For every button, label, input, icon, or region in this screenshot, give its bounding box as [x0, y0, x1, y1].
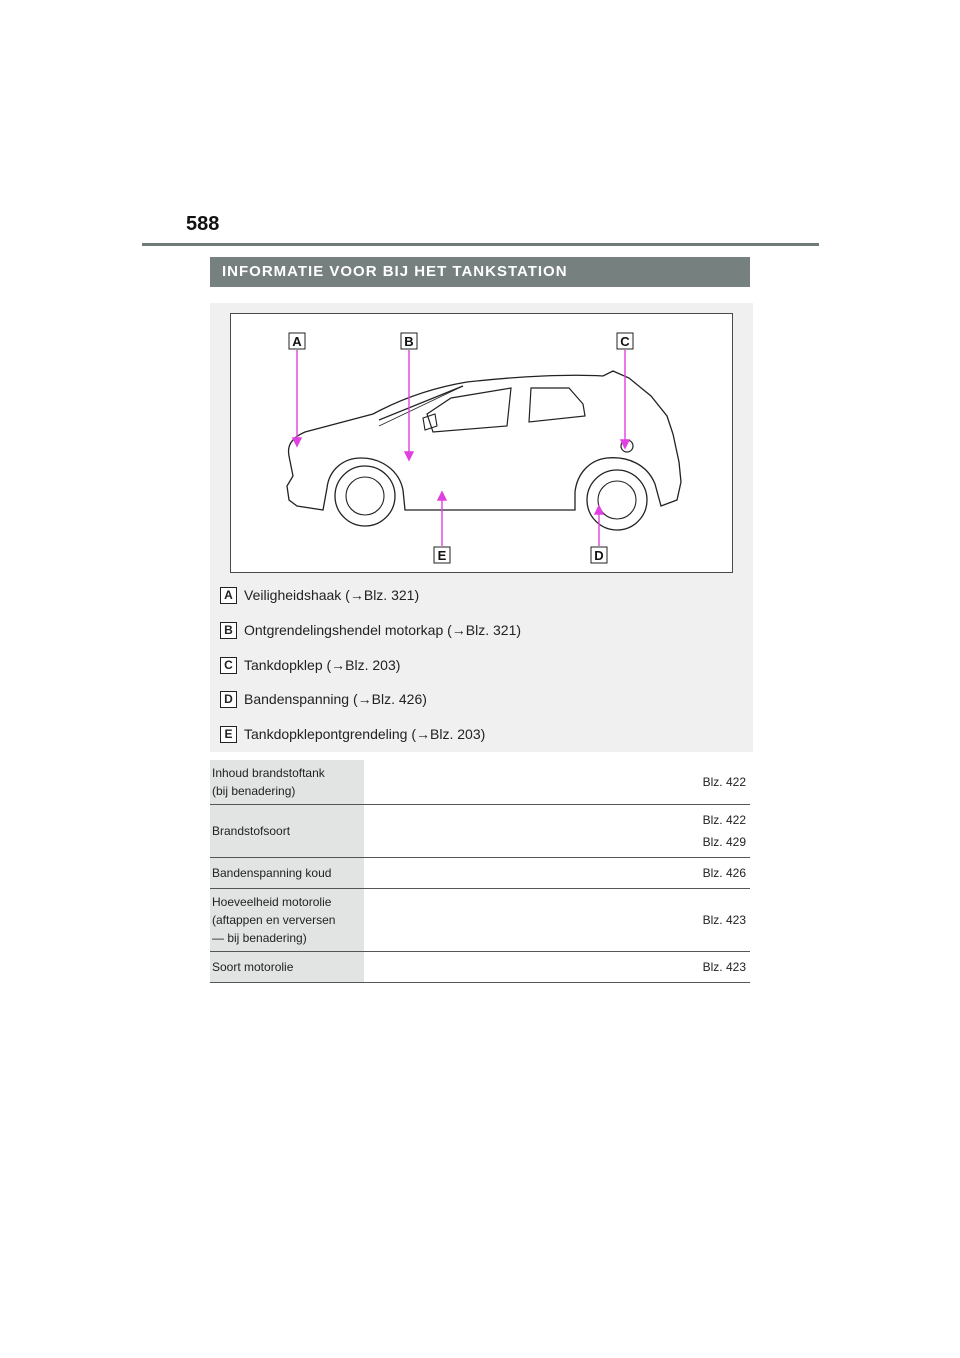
arrow-icon: → — [451, 622, 466, 638]
arrow-icon: → — [331, 657, 346, 673]
page-number: 588 — [186, 213, 220, 235]
windshield-line — [379, 386, 463, 420]
legend-ref-b: Blz. 321) — [465, 622, 522, 638]
row-label-line: Brandstofsoort — [212, 824, 291, 838]
row-label-line: (bij benadering) — [212, 784, 296, 798]
row-label — [210, 858, 364, 889]
car-illustration — [231, 314, 734, 574]
table-row — [210, 760, 750, 805]
page-reference: Blz. 422 — [702, 775, 746, 789]
rear-wheel-outer — [587, 470, 647, 530]
front-wheel-outer — [335, 466, 395, 526]
row-label-line: — bij benadering) — [212, 931, 307, 945]
legend-text-a: Veiligheidshaak ( — [244, 587, 350, 603]
callout-b: B — [404, 334, 414, 349]
page-reference: Blz. 429 — [702, 835, 746, 849]
fuel-info-table — [210, 760, 750, 983]
legend-item-b — [220, 621, 521, 639]
row-label-line: (aftappen en verversen — [212, 913, 336, 927]
legend-item-c — [220, 656, 400, 674]
header-rule — [142, 243, 819, 246]
row-label — [210, 952, 364, 983]
row-value — [364, 889, 750, 952]
pointer-b-head — [405, 452, 413, 460]
callout-a: A — [292, 334, 302, 349]
row-value — [364, 858, 750, 889]
pointer-e-head — [438, 492, 446, 500]
legend-text-b: Ontgrendelingshendel motorkap ( — [244, 622, 452, 638]
row-label-line: Hoeveelheid motorolie — [212, 895, 332, 909]
page-reference: Blz. 423 — [702, 913, 746, 927]
legend-item-e — [220, 725, 485, 743]
legend-ref-a: Blz. 321) — [363, 587, 420, 603]
callout-c: C — [620, 334, 630, 349]
legend-badge-b: B — [220, 622, 237, 639]
legend-ref-e: Blz. 203) — [430, 726, 486, 742]
page-reference: Blz. 426 — [702, 866, 746, 880]
row-label — [210, 760, 364, 805]
table-row — [210, 805, 750, 858]
table-row — [210, 858, 750, 889]
row-label-line: Bandenspanning koud — [212, 866, 332, 880]
car-diagram — [230, 313, 733, 573]
legend-badge-c: C — [220, 657, 237, 674]
row-value — [364, 952, 750, 983]
roofline — [379, 386, 463, 426]
legend-ref-c: Blz. 203) — [345, 657, 401, 673]
arrow-icon: → — [416, 726, 431, 742]
rear-window — [529, 388, 585, 422]
legend-badge-d: D — [220, 691, 237, 708]
legend-text-c: Tankdopklep ( — [244, 657, 332, 673]
pointer-c-head — [621, 440, 629, 448]
legend-text-e: Tankdopklepontgrendeling ( — [244, 726, 417, 742]
legend-ref-d: Blz. 426) — [371, 691, 427, 707]
section-title: INFORMATIE VOOR BIJ HET TANKSTATION — [210, 257, 750, 287]
callout-e: E — [437, 548, 447, 563]
legend-badge-a: A — [220, 587, 237, 604]
row-label — [210, 805, 364, 858]
arrow-icon: → — [349, 587, 364, 603]
table-row — [210, 889, 750, 952]
row-label — [210, 889, 364, 952]
legend-item-d — [220, 690, 427, 708]
row-label-line: Soort motorolie — [212, 960, 294, 974]
legend-badge-e: E — [220, 726, 237, 743]
front-window — [427, 388, 511, 432]
row-label-line: Inhoud brandstoftank — [212, 766, 325, 780]
legend-item-a — [220, 586, 419, 604]
page-reference: Blz. 422 — [702, 813, 746, 827]
row-value — [364, 805, 750, 858]
page-reference: Blz. 423 — [702, 960, 746, 974]
pointer-a-head — [293, 438, 301, 446]
arrow-icon: → — [357, 691, 372, 707]
callout-d: D — [594, 548, 604, 563]
table-row — [210, 952, 750, 983]
row-value — [364, 760, 750, 805]
legend-text-d: Bandenspanning ( — [244, 691, 358, 707]
